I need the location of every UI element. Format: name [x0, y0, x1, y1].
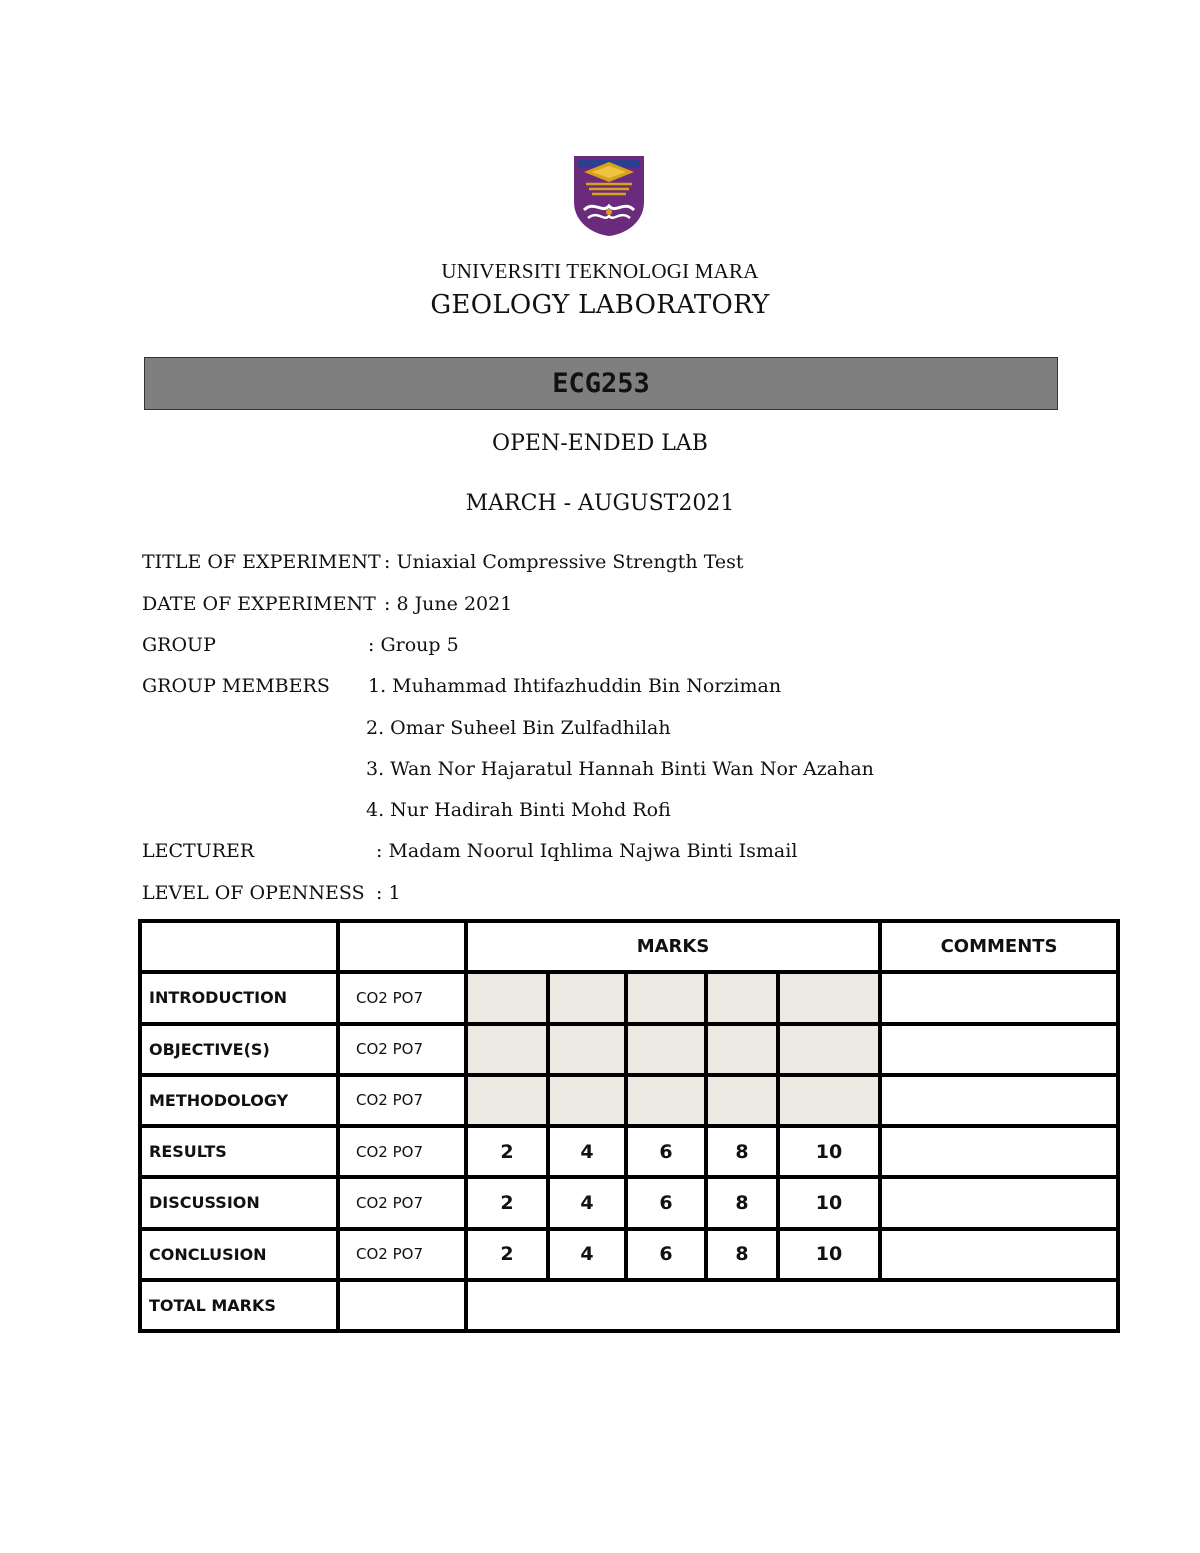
mark-cell: 8	[706, 1126, 778, 1177]
mark-cell: 2	[466, 1177, 548, 1228]
table-row	[140, 1075, 1118, 1126]
mark-cell	[626, 1075, 706, 1126]
mark-cell	[548, 972, 626, 1023]
mark-cell: 6	[626, 1126, 706, 1177]
mark-cell	[778, 1075, 880, 1126]
lecturer-label: LECTURER	[142, 840, 255, 862]
comment-cell	[880, 1075, 1118, 1126]
criterion-cell: RESULTS	[140, 1126, 338, 1177]
lecturer-value: : Madam Noorul Iqhlima Najwa Binti Ismail	[376, 840, 798, 862]
marks-table	[138, 919, 1120, 1333]
university-name: UNIVERSITI TEKNOLOGI MARA	[441, 259, 759, 283]
comment-cell	[880, 1177, 1118, 1228]
co-po-cell: CO2 PO7	[338, 1126, 466, 1177]
table-row	[140, 1126, 1118, 1177]
laboratory-title: GEOLOGY LABORATORY	[430, 290, 770, 320]
semester: MARCH - AUGUST2021	[465, 491, 735, 516]
mark-cell	[626, 1024, 706, 1075]
mark-cell: 4	[548, 1177, 626, 1228]
mark-cell	[626, 972, 706, 1023]
header-cell-blank	[338, 921, 466, 972]
course-code-banner	[144, 357, 1058, 410]
header-cell-blank	[140, 921, 338, 972]
mark-cell	[706, 972, 778, 1023]
comment-cell	[880, 972, 1118, 1023]
co-po-cell: CO2 PO7	[338, 1024, 466, 1075]
group-members-label: GROUP MEMBERS	[142, 675, 330, 697]
title-value: : Uniaxial Compressive Strength Test	[384, 551, 744, 573]
mark-cell	[706, 1024, 778, 1075]
date-label: DATE OF EXPERIMENT	[142, 593, 376, 615]
criterion-cell: DISCUSSION	[140, 1177, 338, 1228]
total-marks-value	[466, 1280, 1118, 1331]
group-label: GROUP	[142, 634, 216, 656]
total-co-cell	[338, 1280, 466, 1331]
mark-cell: 8	[706, 1177, 778, 1228]
comment-cell	[880, 1024, 1118, 1075]
mark-cell: 10	[778, 1229, 880, 1280]
member-item: 2. Omar Suheel Bin Zulfadhilah	[366, 717, 671, 739]
university-logo	[572, 154, 646, 238]
date-value: : 8 June 2021	[384, 593, 513, 615]
co-po-cell: CO2 PO7	[338, 1075, 466, 1126]
mark-cell	[548, 1075, 626, 1126]
mark-cell	[778, 1024, 880, 1075]
group-value: : Group 5	[368, 634, 459, 656]
co-po-cell: CO2 PO7	[338, 1177, 466, 1228]
co-po-cell: CO2 PO7	[338, 972, 466, 1023]
comment-cell	[880, 1126, 1118, 1177]
course-code: ECG253	[552, 368, 650, 399]
lab-type: OPEN-ENDED LAB	[492, 431, 708, 456]
logo-dot	[606, 209, 612, 215]
mark-cell: 4	[548, 1126, 626, 1177]
member-item: 3. Wan Nor Hajaratul Hannah Binti Wan Nor Azahan	[366, 758, 874, 780]
criterion-cell: INTRODUCTION	[140, 972, 338, 1023]
total-marks-label: TOTAL MARKS	[140, 1280, 338, 1331]
mark-cell: 6	[626, 1229, 706, 1280]
criterion-cell: METHODOLOGY	[140, 1075, 338, 1126]
openness-value: : 1	[376, 882, 401, 904]
mark-cell	[466, 1075, 548, 1126]
table-row	[140, 1229, 1118, 1280]
mark-cell	[548, 1024, 626, 1075]
mark-cell	[466, 1024, 548, 1075]
mark-cell: 2	[466, 1126, 548, 1177]
table-row	[140, 972, 1118, 1023]
marks-header: MARKS	[466, 921, 880, 972]
mark-cell	[778, 972, 880, 1023]
mark-cell: 8	[706, 1229, 778, 1280]
mark-cell: 2	[466, 1229, 548, 1280]
member-item: 1. Muhammad Ihtifazhuddin Bin Norziman	[368, 675, 782, 697]
mark-cell: 10	[778, 1126, 880, 1177]
table-header-row	[140, 921, 1118, 972]
criterion-cell: CONCLUSION	[140, 1229, 338, 1280]
table-row	[140, 1024, 1118, 1075]
total-row	[140, 1280, 1118, 1331]
table-row	[140, 1177, 1118, 1228]
openness-label: LEVEL OF OPENNESS	[142, 882, 365, 904]
comment-cell	[880, 1229, 1118, 1280]
comments-header: COMMENTS	[880, 921, 1118, 972]
mark-cell: 10	[778, 1177, 880, 1228]
mark-cell: 6	[626, 1177, 706, 1228]
member-item: 4. Nur Hadirah Binti Mohd Rofi	[366, 799, 671, 821]
mark-cell	[466, 972, 548, 1023]
mark-cell	[706, 1075, 778, 1126]
co-po-cell: CO2 PO7	[338, 1229, 466, 1280]
criterion-cell: OBJECTIVE(S)	[140, 1024, 338, 1075]
mark-cell: 4	[548, 1229, 626, 1280]
title-label: TITLE OF EXPERIMENT	[142, 551, 381, 573]
